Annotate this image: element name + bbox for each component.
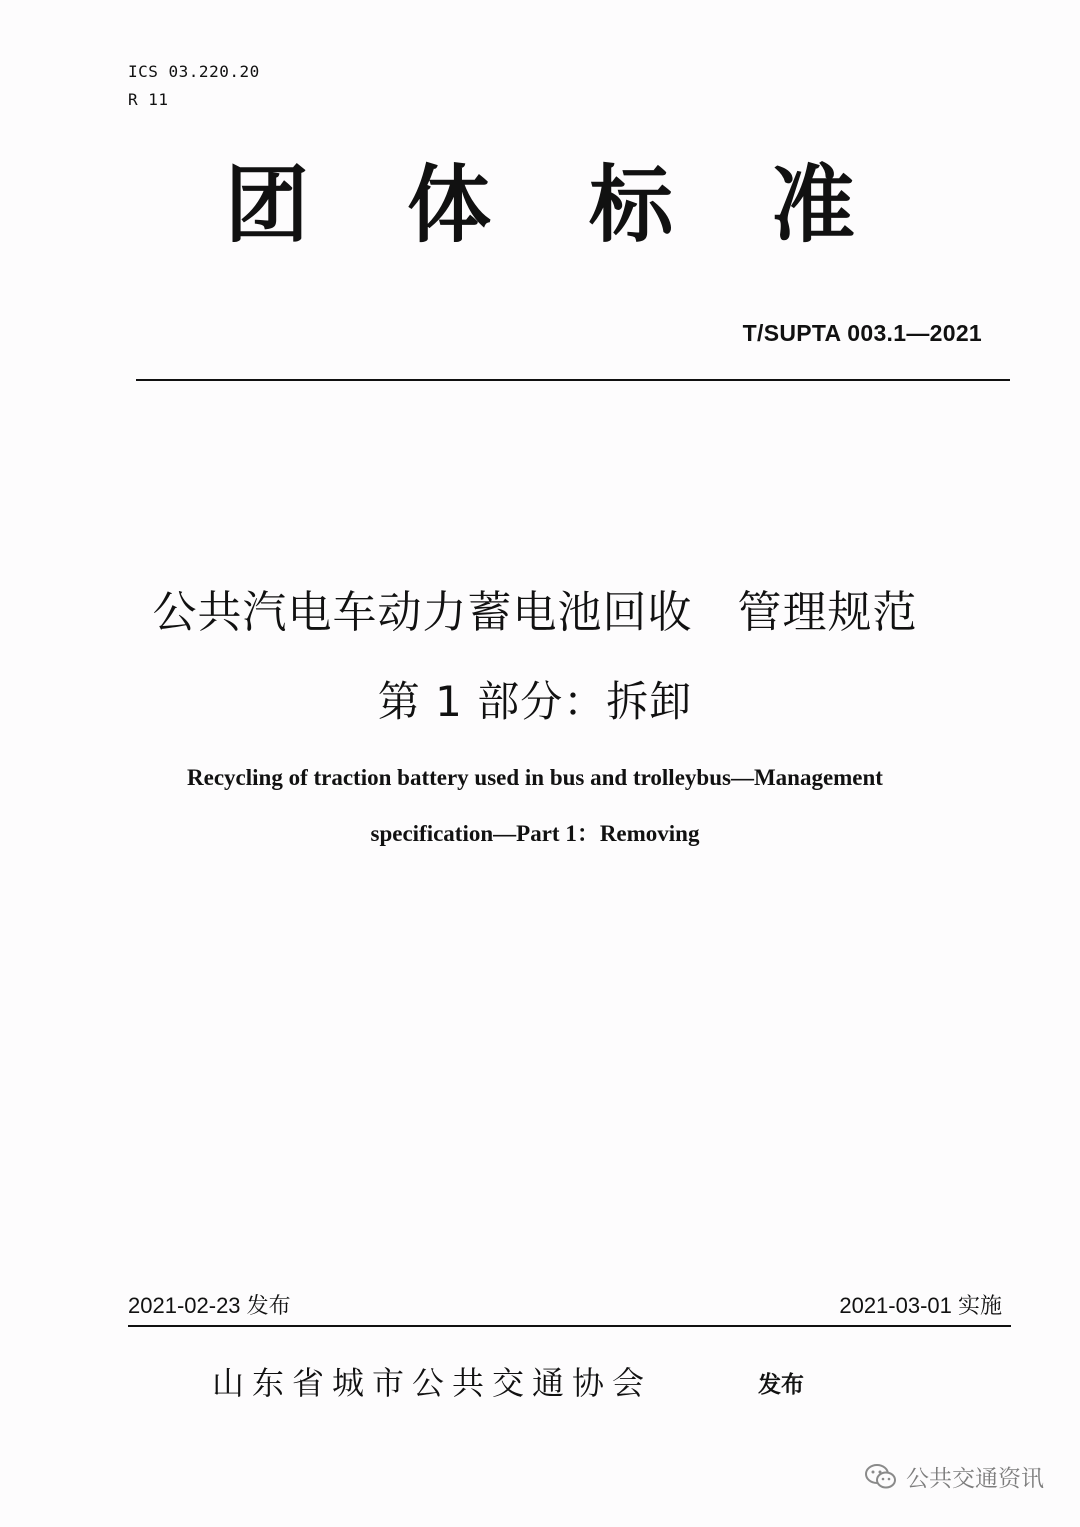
publisher-name: 山东省城市公共交通协会 <box>212 1364 653 1402</box>
english-title-line-2: specification—Part 1：Removing <box>370 821 700 846</box>
top-divider <box>136 379 1010 381</box>
standard-number: T/SUPTA 003.1—2021 <box>742 320 982 346</box>
effective-date: 2021-03-01 实施 <box>839 1293 1002 1318</box>
title-char: 标 <box>589 156 674 254</box>
bottom-divider <box>128 1325 1011 1327</box>
chinese-subtitle: 第 1 部分：拆卸 <box>377 677 693 726</box>
english-title-line-1: Recycling of traction battery used in bus and trolleybus—Management <box>187 765 883 790</box>
publisher-suffix: 发布 <box>758 1372 804 1398</box>
english-title <box>100 750 970 862</box>
ics-code: ICS 03.220.20 <box>128 62 260 81</box>
document-type-title <box>0 150 1080 260</box>
title-char: 准 <box>771 156 856 254</box>
watermark-text: 公共交通资讯 <box>906 1466 1044 1492</box>
chinese-title: 公共汽电车动力蓄电池回收 管理规范 <box>152 587 918 638</box>
title-char: 团 <box>224 156 309 254</box>
watermark <box>864 1460 1044 1493</box>
title-char: 体 <box>406 156 491 254</box>
release-date: 2021-02-23 发布 <box>128 1293 291 1318</box>
classification-code: R 11 <box>128 90 169 109</box>
wechat-icon <box>864 1462 898 1492</box>
